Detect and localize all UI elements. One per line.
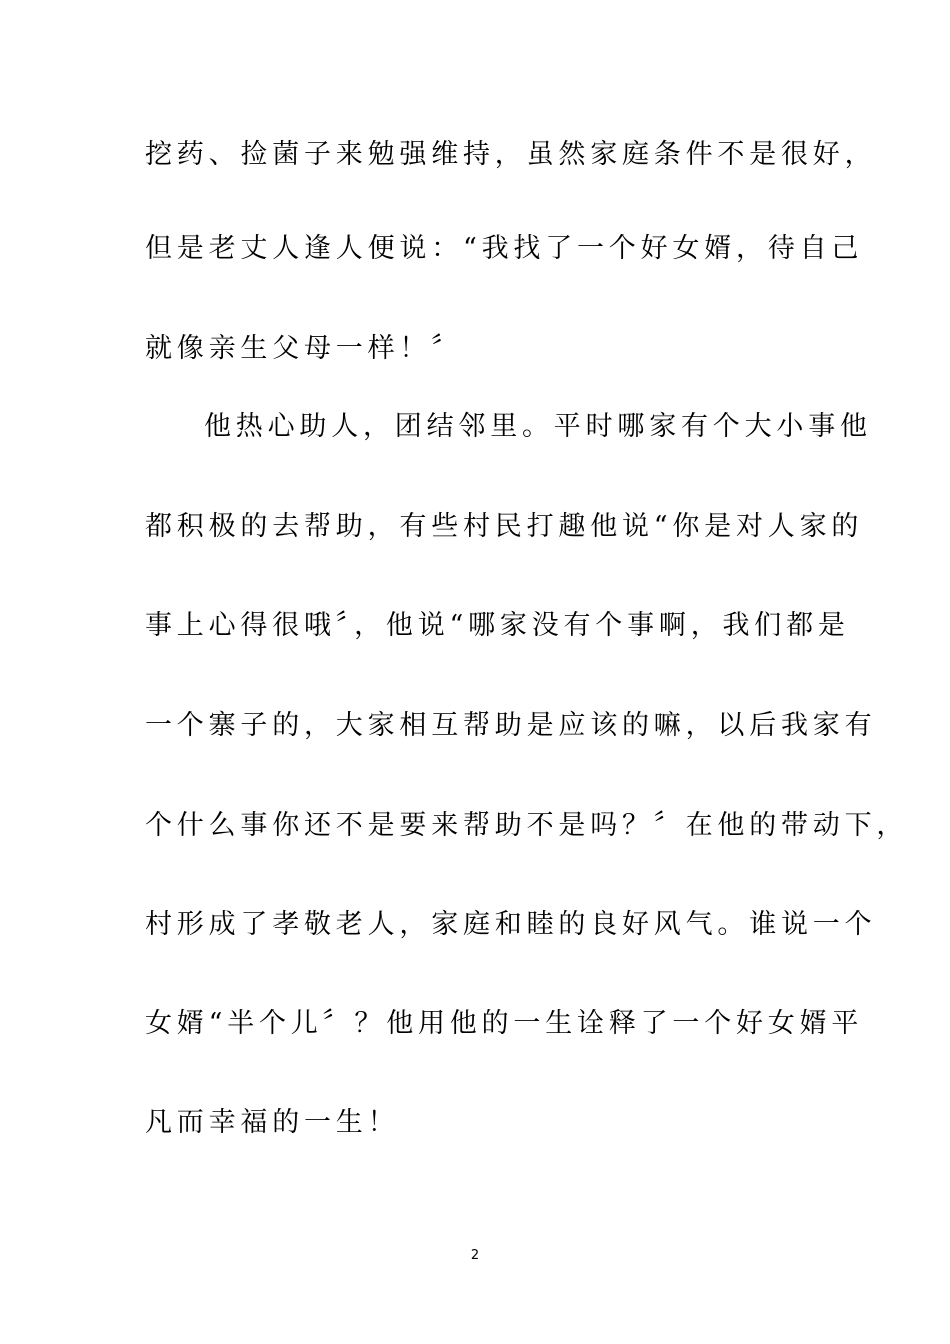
- text-line: 但是老丈人逢人便说：“我找了一个好女婿，待自己: [145, 233, 864, 264]
- paragraph-first-line: 他热心助人，团结邻里。平时哪家有个大小事他: [204, 411, 872, 442]
- text-line: 就像亲生父母一样！〞: [145, 333, 463, 364]
- text-line: 都积极的去帮助，有些村民打趣他说“你是对人家的: [145, 511, 864, 542]
- text-line: 个什么事你还不是要来帮助不是吗？〞在他的带动下，: [145, 810, 909, 841]
- text-line: 一个寨子的，大家相互帮助是应该的嘛，以后我家有: [145, 710, 877, 741]
- text-line: 女婿“半个儿〞？他用他的一生诠释了一个好女婿平: [145, 1008, 864, 1039]
- page-number: 2: [470, 1248, 480, 1263]
- text-line: 事上心得很哦〞，他说“哪家没有个事啊，我们都是: [145, 610, 850, 641]
- text-line: 凡而幸福的一生！: [145, 1107, 400, 1138]
- text-line: 村形成了孝敬老人，家庭和睦的良好风气。谁说一个: [145, 909, 877, 940]
- text-line: 挖药、捡菌子来勉强维持，虽然家庭条件不是很好，: [145, 139, 877, 170]
